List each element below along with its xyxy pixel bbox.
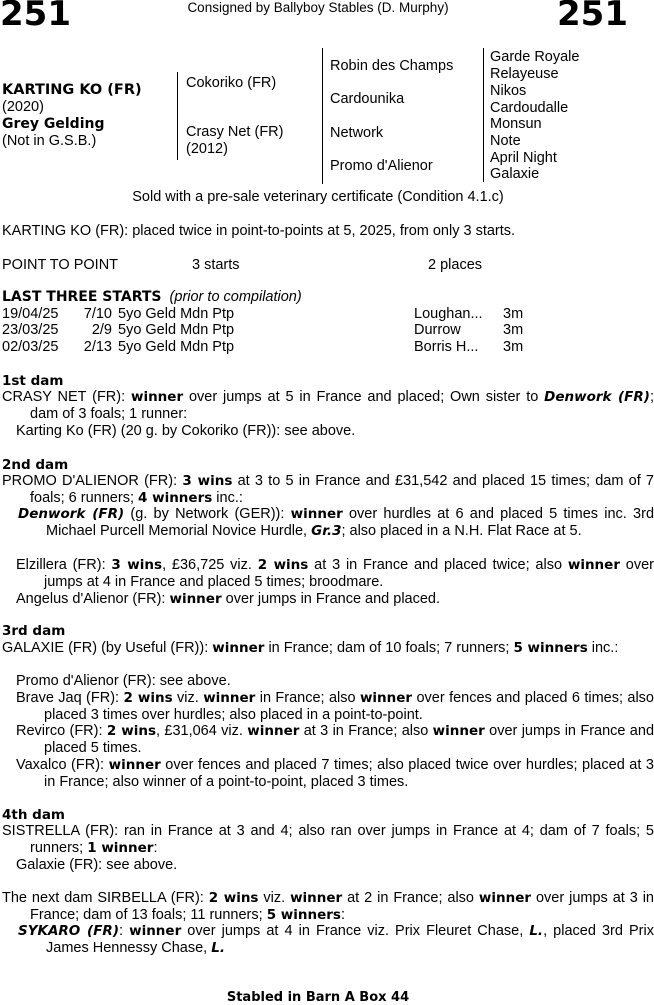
pedigree-gp: Cardounika	[330, 91, 405, 107]
third-dam-progeny-1: Promo d'Alienor (FR): see above.	[16, 673, 231, 689]
pedigree-ggp: Relayeuse	[490, 66, 559, 82]
lot-number-right: 251	[557, 0, 628, 34]
last-three-heading: LAST THREE STARTS (prior to compilation)	[2, 289, 302, 305]
pedigree-ggp: Galaxie	[490, 166, 540, 182]
pedigree-dam-year: (2012)	[186, 141, 228, 157]
pedigree-ggp: Note	[490, 133, 521, 149]
third-dam-progeny-4: Vaxalco (FR): winner over fences and placed 7 times; also placed twice over hurdles; placed at 3 in France; also winner of a point-to-point, placed 3 times.	[16, 757, 654, 790]
record-starts: 3 starts	[192, 257, 240, 273]
pedigree-sire: Cokoriko (FR)	[186, 75, 277, 91]
fourth-dam-heading: 4th dam	[2, 807, 65, 823]
pedigree-ggp: Cardoudalle	[490, 100, 569, 116]
third-dam-progeny-2: Brave Jaq (FR): 2 wins viz. winner in France; also winner over fences and placed 6 times; also placed 3 times over hurdles; also placed in a point-to-point.	[16, 690, 654, 723]
record-places: 2 places	[428, 257, 483, 273]
second-dam-progeny-2: Elzillera (FR): 3 wins, £36,725 viz. 2 wins at 3 in France and placed twice; also winner over jumps at 4 in France and placed 5 times; broodmare.	[16, 557, 654, 590]
pedigree-ggp: Nikos	[490, 83, 527, 99]
third-dam-heading: 3rd dam	[2, 623, 66, 639]
second-dam-paragraph: PROMO D'ALIENOR (FR): 3 wins at 3 to 5 in France and £31,542 and placed 15 times; dam of 7 foals; 6 runners; 4 winners inc.:	[2, 473, 654, 506]
first-dam-paragraph: CRASY NET (FR): winner over jumps at 5 in France and placed; Own sister to Denwork (FR); dam of 3 foals; 1 runner:	[2, 389, 654, 422]
pedigree-ggp: Monsun	[490, 116, 542, 132]
stabling-footer: Stabled in Barn A Box 44	[226, 990, 410, 1005]
record-label: POINT TO POINT	[2, 257, 119, 273]
next-dam-progeny: SYKARO (FR): winner over jumps at 4 in France viz. Prix Fleuret Chase, L., placed 3rd Prix James Hennessy Chase, L.	[18, 923, 654, 956]
horse-description: Grey Gelding	[2, 116, 105, 132]
fourth-dam-paragraph: SISTRELLA (FR): ran in France at 3 and 4; also ran over jumps in France at 4; dam of 7 foals; 5 runners; 1 winner:	[2, 823, 654, 856]
third-dam-paragraph: GALAXIE (FR) (by Useful (FR)): winner in France; dam of 10 foals; 7 runners; 5 winners inc.:	[2, 640, 619, 656]
horse-year: (2020)	[2, 99, 44, 115]
first-dam-heading: 1st dam	[2, 373, 64, 389]
pedigree-gp: Robin des Champs	[330, 58, 454, 74]
horse-studbook: (Not in G.S.B.)	[2, 133, 97, 149]
summary: KARTING KO (FR): placed twice in point-to-points at 5, 2025, from only 3 starts.	[2, 223, 516, 239]
vet-note: Sold with a pre-sale veterinary certificate (Condition 4.1.c)	[132, 189, 504, 205]
pedigree-gp: Network	[330, 125, 384, 141]
consignor: Consigned by Ballyboy Stables (D. Murphy)	[187, 0, 449, 15]
second-dam-progeny-3: Angelus d'Alienor (FR): winner over jumps in France and placed.	[16, 591, 441, 607]
pedigree-dam: Crasy Net (FR)	[186, 124, 284, 140]
next-dam-paragraph: The next dam SIRBELLA (FR): 2 wins viz. winner at 2 in France; also winner over jumps at 3 in France; dam of 13 foals; 11 runners; 5 winners:	[2, 890, 654, 923]
pedigree-gp: Promo d'Alienor	[330, 158, 433, 174]
pedigree-ggp: April Night	[490, 150, 557, 166]
fourth-dam-progeny: Galaxie (FR): see above.	[16, 857, 178, 873]
horse-name: KARTING KO (FR)	[2, 82, 142, 98]
pedigree-divider-3	[483, 48, 484, 182]
pedigree-divider-2	[322, 48, 323, 184]
pedigree-divider-1	[177, 72, 178, 160]
second-dam-progeny-1: Denwork (FR) (g. by Network (GER)): winner over hurdles at 6 and placed 5 times inc. 3rd Michael Purcell Memorial Novice Hurdle, Gr.3; also placed in a N.H. Flat Race at 5.	[18, 506, 654, 539]
pedigree-ggp: Garde Royale	[490, 49, 580, 65]
second-dam-heading: 2nd dam	[2, 457, 69, 473]
lot-number-left: 251	[0, 0, 71, 34]
first-dam-progeny: Karting Ko (FR) (20 g. by Cokoriko (FR)): see above.	[16, 423, 356, 439]
third-dam-progeny-3: Revirco (FR): 2 wins, £31,064 viz. winner at 3 in France; also winner over jumps in France and placed 5 times.	[16, 723, 654, 756]
